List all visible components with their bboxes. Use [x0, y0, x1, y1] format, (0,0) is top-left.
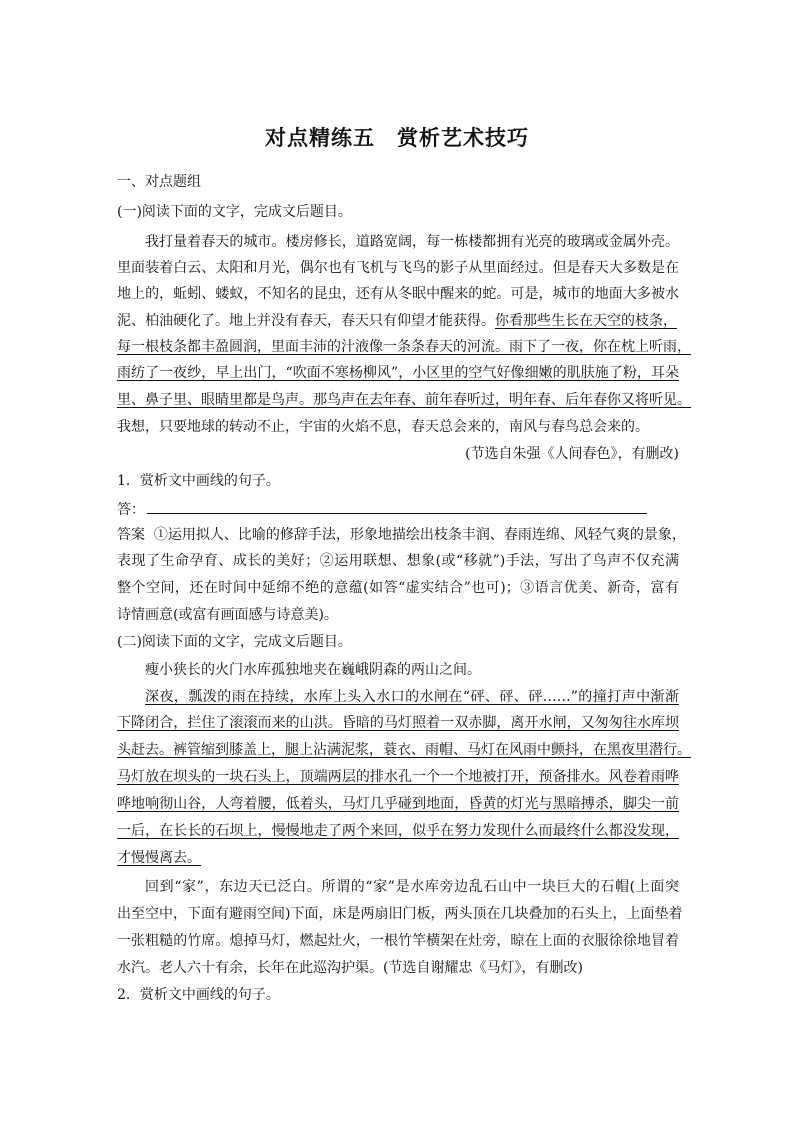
underlined-sentence	[117, 768, 679, 786]
passage1-line: 里面装着白云、太阳和月光，偶尔也有飞机与飞鸟的影子从里面经过。但是春天大多数是在	[117, 260, 679, 276]
question-1: 1．赏析文中画线的句子。	[117, 473, 280, 489]
passage2-line: 水汽。老人六十有余，长年在此巡沟护渠。(节选自谢耀忠《马灯》，有删改)	[117, 960, 583, 976]
underlined-text: 马灯放在坝头的一块石头上，顶端两层的排水孔一个一个地被打开，预备排水。风卷着雨哗	[117, 769, 679, 785]
underlined-text: 深夜，瓢泼的雨在持续，水库上头入水口的水闸在“砰、砰、砰……”的撞打声中渐渐	[145, 689, 679, 705]
underlined-text: 头赶去。裤管缩到膝盖上，腿上沾满泥浆，蓑衣、雨帽、马灯在风雨中颤抖，在黑夜里潜行。	[117, 742, 691, 758]
answer-prefix: 答：	[117, 502, 145, 518]
underlined-text: 每一根枝条都丰盈圆润，里面丰沛的汁液像一条条春天的河流。雨下了一夜，你在枕上听雨，	[117, 339, 691, 355]
answer-line: 诗情画意(或富有画面感与诗意美)。	[117, 607, 338, 623]
passage1-line	[117, 312, 679, 330]
underlined-text: 雨纺了一夜纱，早上出门，“吹面不寒杨柳风”，小区里的空气好像细嫩的肌肤施了粉，耳朵	[117, 365, 679, 381]
passage2-line: 一张粗糙的竹席。熄掉马灯，燃起灶火，一根竹竿横架在灶旁，晾在上面的衣服徐徐地冒着	[117, 933, 679, 949]
passage1-line: 我打量着春天的城市。楼房修长，道路宽阔，每一栋楼都拥有光亮的玻璃或金属外壳。	[145, 234, 679, 250]
answer-blank-row	[117, 499, 679, 519]
answer-line	[117, 526, 686, 544]
underlined-text: 里、鼻子里、眼睛里都是鸟声。那鸟声在去年春、前年春听过，明年春、后年春你又将听见。	[117, 392, 691, 408]
passage2-line: 回到“家”，东边天已泛白。所谓的“家”是水库旁边乱石山中一块巨大的石帽(上面突	[145, 879, 679, 895]
underlined-text: 下降闭合，拦住了滚滚而来的山洪。昏暗的马灯照着一双赤脚，离开水闸，又匆匆往水库坝	[117, 715, 679, 731]
underlined-sentence: 你看那些生长在天空的枝条，	[495, 313, 677, 329]
passage1-text: 泥、柏油硬化了。地上并没有春天，春天只有仰望才能获得。	[117, 313, 495, 329]
passage1-line: 地上的，蚯蚓、蝼蚁，不知名的昆虫，还有从冬眠中醒来的蛇。可是，城市的地面大多被水	[117, 286, 679, 302]
underlined-sentence	[117, 391, 691, 409]
passage2-intro: 瘦小狭长的火门水库孤独地夹在巍峨阴森的两山之间。	[145, 662, 481, 678]
underlined-sentence	[117, 795, 679, 813]
answer-blank[interactable]	[147, 499, 647, 514]
underlined-sentence	[117, 714, 679, 732]
underlined-sentence	[145, 688, 679, 706]
underlined-text: 才慢慢离去。	[117, 850, 201, 866]
answer-line: 整个空间，还在时间中延绵不绝的意蕴(如答“虚实结合”也可)；③语言优美、新奇，富有	[117, 580, 679, 596]
section-heading: 一、对点题组	[117, 174, 201, 190]
underlined-sentence	[117, 822, 679, 840]
underlined-text: 一后，在长长的石坝上，慢慢地走了两个来回，似乎在努力发现什么而最终什么都没发现，	[117, 823, 679, 839]
question-2: 2．赏析文中画线的句子。	[117, 987, 280, 1003]
answer-line: 表现了生命孕育、成长的美好；②运用联想、想象(或“移就”)手法，写出了鸟声不仅充满	[117, 553, 679, 569]
underlined-sentence	[117, 338, 691, 356]
answer-label: 答案	[117, 527, 145, 543]
source-citation: (节选自朱强《人间春色》，有删改)	[465, 446, 679, 462]
page-title: 对点精练五 赏析艺术技巧	[265, 125, 529, 150]
passage1-line: 我想，只要地球的转动不止，宇宙的火焰不息，春天总会来的，南风与春鸟总会来的。	[117, 419, 649, 435]
passage2-line: 出至空中，下面有避雨空间)下面，床是两扇旧门板，两头顶在几块叠加的石头上，上面垫着	[117, 906, 683, 922]
part2-instruction: (二)阅读下面的文字，完成文后题目。	[117, 634, 352, 650]
part1-instruction: (一)阅读下面的文字，完成文后题目。	[117, 204, 352, 220]
underlined-sentence	[117, 741, 691, 759]
answer-text: ①运用拟人、比喻的修辞手法，形象地描绘出枝条丰润、春雨连绵、风轻气爽的景象，	[153, 527, 686, 543]
underlined-sentence	[117, 364, 679, 382]
underlined-text: 哗地响彻山谷，人弯着腰，低着头，马灯几乎碰到地面，昏黄的灯光与黑暗搏杀，脚尖一前	[117, 796, 679, 812]
underlined-sentence	[117, 849, 679, 867]
